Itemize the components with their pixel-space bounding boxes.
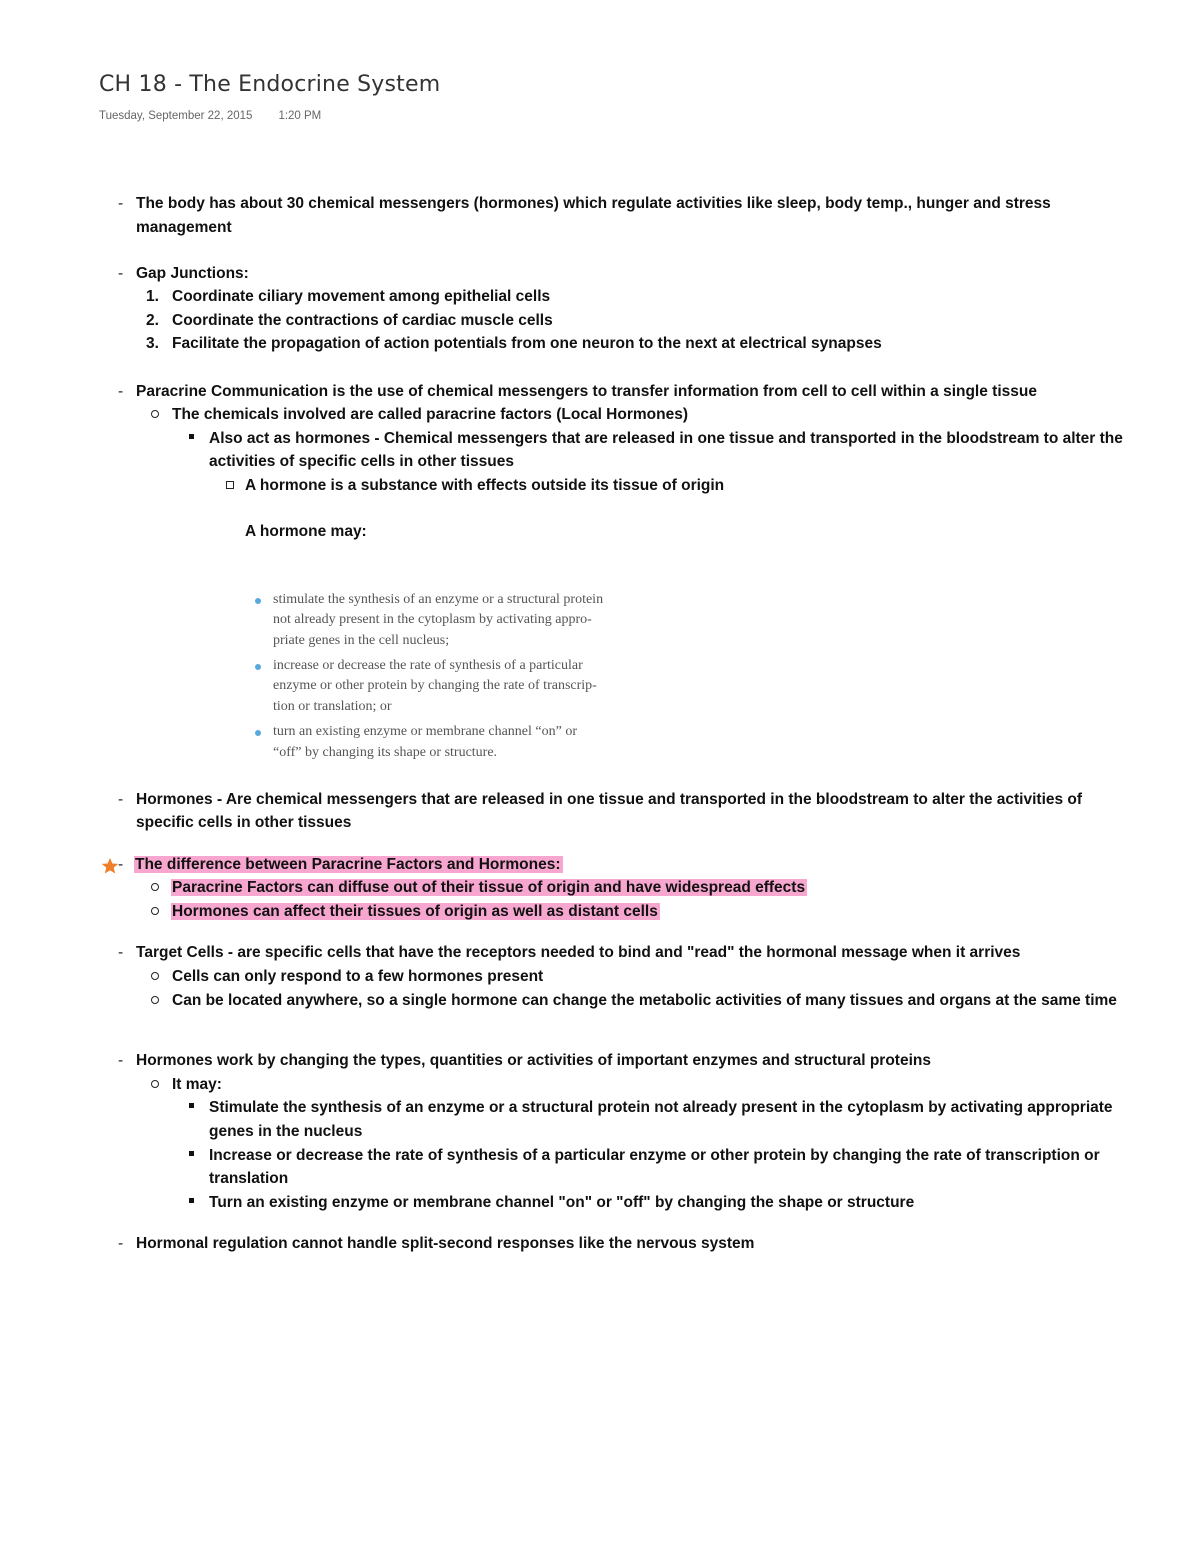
dash-bullet: -: [118, 383, 124, 400]
body-text: translation: [209, 1170, 289, 1187]
note-time: 1:20 PM: [278, 110, 322, 122]
highlighted-heading: [134, 853, 563, 876]
star-icon: [101, 857, 119, 875]
clip-bullet-icon: [255, 598, 261, 604]
body-text: activities of specific cells in other tissues: [209, 453, 514, 470]
body-text: Turn an existing enzyme or membrane channel "on" or "off" by changing the shape or structure: [209, 1194, 915, 1211]
highlighted-text: [171, 876, 807, 899]
circle-bullet: [151, 972, 159, 980]
body-text: Cells can only respond to a few hormones present: [172, 968, 544, 985]
clip-bullet-icon: [255, 664, 261, 670]
body-text: Increase or decrease the rate of synthesis of a particular enzyme or other protein by changing the rate of transcription or: [209, 1147, 1100, 1164]
body-text: Hormones - Are chemical messengers that are released in one tissue and transported in the bloodstream to alter the activities of: [136, 791, 1083, 808]
clip-line: increase or decrease the rate of synthesis of a particular: [273, 658, 583, 673]
clip-line: turn an existing enzyme or membrane channel “on” or: [273, 724, 577, 739]
circle-bullet: [151, 996, 159, 1004]
note-timestamp: [99, 110, 321, 122]
circle-bullet: [151, 883, 159, 891]
dash-bullet: -: [118, 856, 124, 873]
body-text: genes in the nucleus: [209, 1123, 363, 1140]
dash-bullet: -: [118, 1052, 124, 1069]
highlight: Hormones can affect their tissues of origin as well as distant cells: [172, 903, 658, 920]
body-text: The chemicals involved are called paracrine factors (Local Hormones): [172, 406, 688, 423]
hollow-square-bullet: [226, 481, 234, 489]
highlighted-text: [171, 900, 660, 923]
clip-line: tion or translation; or: [273, 699, 392, 714]
dash-bullet: -: [118, 944, 124, 961]
dash-bullet: -: [118, 1235, 124, 1252]
list-item: Coordinate ciliary movement among epithelial cells: [172, 288, 551, 305]
clip-line: priate genes in the cell nucleus;: [273, 633, 450, 648]
body-text: Also act as hormones - Chemical messengers that are released in one tissue and transported in the bloodstream to alter the: [209, 430, 1123, 447]
page-title: CH 18 - The Endocrine System: [99, 72, 441, 97]
body-text: specific cells in other tissues: [136, 814, 352, 831]
square-bullet: [189, 1151, 194, 1156]
body-text: The body has about 30 chemical messengers (hormones) which regulate activities like sleep, body temp., hunger and stress: [136, 195, 1051, 212]
clip-line: enzyme or other protein by changing the rate of transcrip-: [273, 678, 597, 693]
square-bullet: [189, 1198, 194, 1203]
dash-bullet: -: [118, 791, 124, 808]
list-item: Coordinate the contractions of cardiac muscle cells: [172, 312, 553, 329]
body-text: Stimulate the synthesis of an enzyme or a structural protein not already present in the cytoplasm by activating appropriate: [209, 1099, 1113, 1116]
square-bullet: [189, 1103, 194, 1108]
body-text: Paracrine Communication is the use of chemical messengers to transfer information from cell to cell within a single tissue: [136, 383, 1037, 400]
clip-line: not already present in the cytoplasm by activating appro-: [273, 612, 592, 627]
body-text: A hormone is a substance with effects outside its tissue of origin: [245, 477, 725, 494]
highlight: Paracrine Factors can diffuse out of their tissue of origin and have widespread effects: [172, 879, 806, 896]
body-text: Hormonal regulation cannot handle split-second responses like the nervous system: [136, 1235, 755, 1252]
gap-junctions-heading: Gap Junctions:: [136, 265, 249, 282]
body-text: A hormone may:: [245, 523, 367, 540]
circle-bullet: [151, 907, 159, 915]
body-text: Can be located anywhere, so a single hormone can change the metabolic activities of many tissues and organs at the same time: [172, 992, 1117, 1009]
circle-bullet: [151, 410, 159, 418]
body-text: Target Cells - are specific cells that have the receptors needed to bind and "read" the hormonal message when it arrives: [136, 944, 1021, 961]
circle-bullet: [151, 1080, 159, 1088]
body-text: management: [136, 219, 232, 236]
clip-bullet-icon: [255, 730, 261, 736]
clip-line: stimulate the synthesis of an enzyme or a structural protein: [273, 592, 604, 607]
body-text: Hormones work by changing the types, quantities or activities of important enzymes and structural proteins: [136, 1052, 931, 1069]
clip-line: “off” by changing its shape or structure.: [273, 745, 498, 760]
list-number: 3.: [146, 335, 159, 352]
note-date: Tuesday, September 22, 2015: [99, 110, 253, 122]
dash-bullet: -: [118, 265, 124, 282]
list-item: Facilitate the propagation of action potentials from one neuron to the next at electrical synapses: [172, 335, 882, 352]
highlight: The difference between Paracrine Factors and Hormones:: [135, 856, 561, 873]
body-text: It may:: [172, 1076, 222, 1093]
list-number: 2.: [146, 312, 159, 329]
square-bullet: [189, 434, 194, 439]
dash-bullet: -: [118, 195, 124, 212]
list-number: 1.: [146, 288, 159, 305]
